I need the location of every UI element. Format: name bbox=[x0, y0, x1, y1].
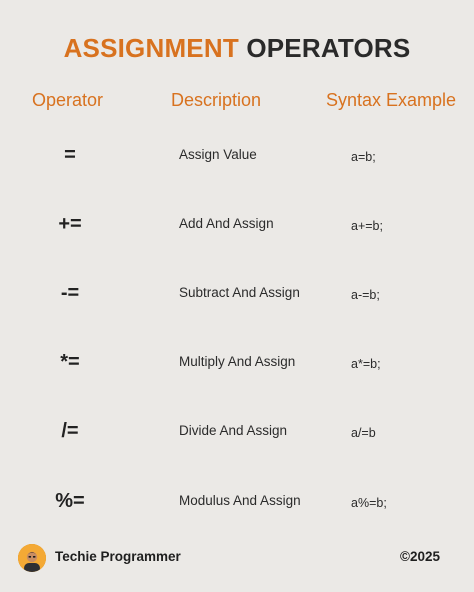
operator-symbol: %= bbox=[55, 490, 85, 512]
table-row bbox=[0, 489, 474, 519]
operator-description: Divide And Assign bbox=[179, 423, 288, 438]
syntax-example: a%=b; bbox=[351, 496, 387, 510]
syntax-example: a+=b; bbox=[351, 219, 383, 233]
syntax-example: a-=b; bbox=[351, 288, 380, 302]
header-operator: Operator bbox=[32, 90, 104, 110]
table-row bbox=[0, 143, 474, 173]
operator-description: Multiply And Assign bbox=[179, 354, 296, 369]
table-row bbox=[0, 281, 474, 311]
syntax-example: a=b; bbox=[351, 150, 376, 164]
page-title bbox=[0, 33, 474, 64]
syntax-example: a/=b bbox=[351, 426, 376, 440]
table-row bbox=[0, 419, 474, 449]
operator-symbol: = bbox=[64, 144, 76, 166]
syntax-example: a*=b; bbox=[351, 357, 381, 371]
avatar-icon bbox=[18, 544, 46, 572]
title-accent: ASSIGNMENT bbox=[63, 33, 239, 63]
operator-description: Modulus And Assign bbox=[179, 493, 301, 508]
table-row bbox=[0, 350, 474, 380]
operator-description: Add And Assign bbox=[179, 216, 274, 231]
operator-symbol: -= bbox=[60, 282, 80, 304]
footer bbox=[0, 540, 474, 576]
title-dark: OPERATORS bbox=[246, 33, 411, 63]
brand-name: Techie Programmer bbox=[55, 549, 181, 564]
operator-description: Subtract And Assign bbox=[179, 285, 300, 300]
person-icon bbox=[18, 544, 46, 572]
header-description: Description bbox=[171, 90, 262, 110]
operator-symbol: *= bbox=[60, 351, 80, 373]
header-syntax-example: Syntax Example bbox=[326, 90, 457, 110]
operator-symbol: += bbox=[58, 213, 82, 235]
operator-description: Assign Value bbox=[179, 147, 257, 162]
copyright-text: ©2025 bbox=[400, 549, 440, 564]
table-row bbox=[0, 212, 474, 242]
operator-symbol: /= bbox=[61, 420, 79, 442]
